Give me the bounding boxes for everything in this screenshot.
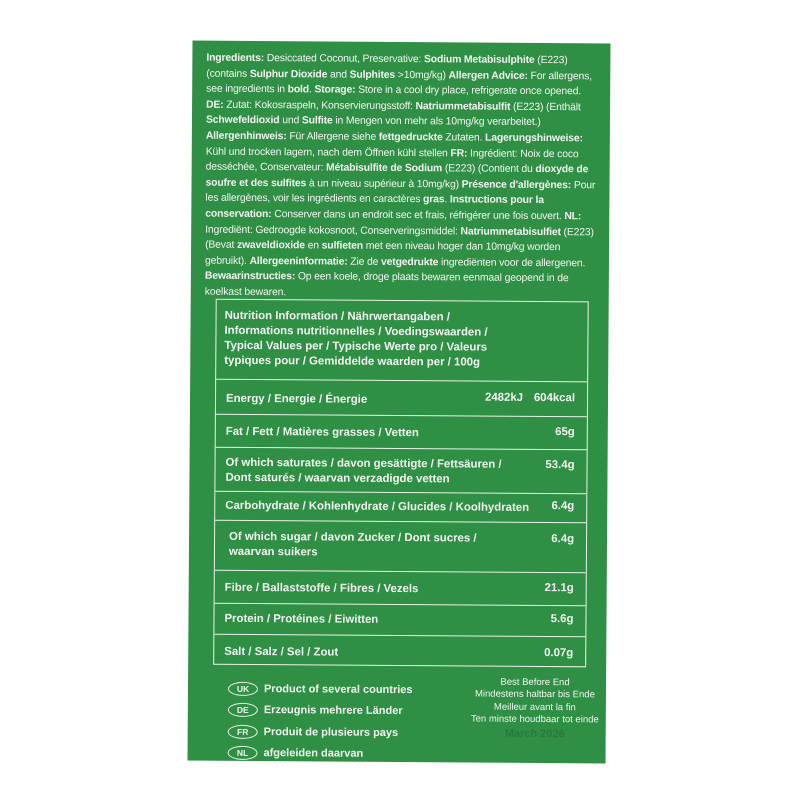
country-of-origin [227,678,438,765]
nutrition-label: Energy / Energie / Énergie [225,392,368,406]
nutrition-row-carbohydrate [215,492,586,524]
nutrition-label: Carbohydrate / Kohlenhydrate / Glucides / Koolhydraten [225,499,530,514]
country-code-badge: FR [228,725,258,739]
best-before-line: Best Before End [500,676,570,689]
origin-row-uk [228,678,438,701]
nutrition-value: 5.6g [550,613,574,626]
ingredients-text: Ingredients: Desiccated Coconut, Preservative: Sodium Metabisulphite (E223) (contains Sulphur Dioxide and Sulphites >10mg/kg) Allergen Advice: For allergens, see ingredients in bold. Storage: Store in a cool dry place, refrigerate once opened. DE: Zutat: Kokosraspeln, Konservierungsstoff: Natriummetabisulfit (E223) (Enthält Schwefeldioxid und Sulfite in Mengen von mehr als 10mg/kg verarbeitet.) Allergenhinweis: Für Allergene siehe fettgedruckte Zutaten. Lagerungshinweise: Kühl und trocken lagern, nach dem Öffnen kühl stellen FR: Ingrédient: Noix de coco desséchée, Conservateur: Métabisulfite de Sodium (E223) (Contient du dioxyde de soufre et des sulfites à un niveau supérieur à 10mg/kg) Présence d'allergènes: Pour les allergènes, voir les ingrédients en caractères gras. Instructions pour la conservation: Conserver dans un endroit sec et frais, réfrigérer une fois ouvert. NL: Ingrediënt: Gedroogde kokosnoot, Conserveringsmiddel: Natriummetabisulfiet (E223) (Bevat zwaveldioxide en sulfieten met een niveau hoger dan 10mg/kg worden gebruikt). Allergeeninformatie: Zie de vetgedrukte ingrediënten voor de allergenen. Bewaarinstructies: Op een koele, droge plaats bewaren eenmaal geopend in de koelkast bewaren. [204,52,596,299]
nutrition-value: 6.4g [551,500,575,513]
nutrition-label: Of which sugar / davon Zucker / Dont sucres / waarvan suikers [228,530,477,559]
nutrition-row-protein [214,604,585,638]
nutrition-label: Protein / Protéines / Eiwitten [224,612,379,626]
nutrition-header-line: Informations nutritionnelles / Voedingswaarden / [224,324,488,339]
country-code-badge: NL [227,746,257,760]
nutrition-value: 53.4g [545,459,575,472]
best-before-block [470,677,600,741]
nutrition-label: Of which saturates / davon gesättigte / Fettsäuren / Dont saturés / waarvan verzadigde vetten [225,456,502,486]
nutrition-table [213,299,589,668]
nutrition-label: Fat / Fett / Matières grasses / Vetten [225,425,419,440]
nutrition-header-line: Nutrition Information / Nährwertangaben / [224,309,450,324]
nutrition-label: Fibre / Ballaststoffe / Fibres / Vezels [224,581,419,596]
origin-row-fr [228,721,438,744]
origin-row-nl [227,742,437,765]
country-code-badge: DE [228,703,258,717]
nutrition-header-line: typiques pour / Gemiddelde waarden per / 100g [224,354,481,369]
nutrition-value-kj: 2482kJ [484,391,524,404]
nutrition-label: Salt / Salz / Sel / Zout [224,645,339,659]
best-before-line: Meilleur avant la fin [493,701,576,713]
origin-text: Product of several countries [263,682,413,696]
origin-text: Erzeugnis mehrere Länder [263,704,403,718]
nutrition-header-line: Typical Values per / Typische Werte pro / Valeurs [224,339,488,354]
nutrition-row-energy [216,380,587,418]
nutrition-value: 65g [555,426,575,439]
nutrition-row-fat [216,415,587,451]
origin-row-de [228,699,438,722]
origin-text: afgeleiden daarvan [263,747,364,761]
nutrition-value: 0.07g [544,647,574,660]
nutrition-row-saturates [215,448,586,495]
origin-text: Produit de plusieurs pays [263,725,399,739]
nutrition-row-salt [214,635,585,667]
best-before-line: Ten minste houdbaar tot einde [470,713,599,726]
nutrition-row-sugar [215,521,586,574]
best-before-line: Mindestens haltbar bis Ende [474,688,595,701]
nutrition-row-fibre [215,571,586,607]
best-before-date: March 2026 [504,727,565,741]
nutrition-header [216,300,588,383]
country-code-badge: UK [228,682,258,696]
nutrition-value: 21.1g [544,582,574,595]
product-label [187,41,610,764]
nutrition-value: 604kcal [533,391,576,405]
nutrition-value: 6.4g [551,533,575,546]
